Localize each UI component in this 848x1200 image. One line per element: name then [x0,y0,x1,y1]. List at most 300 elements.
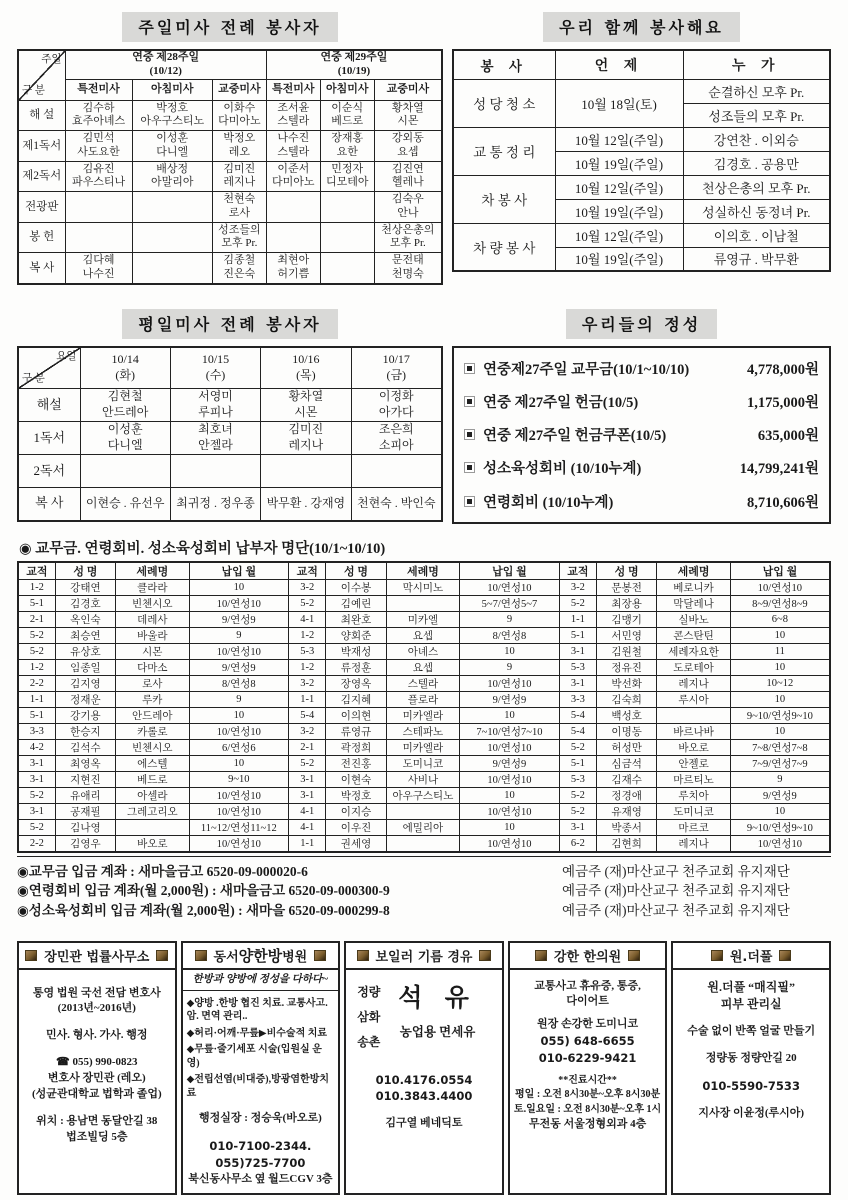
volunteer-name: 배상정 [156,162,189,175]
district-cell: 2-2 [18,836,55,853]
row-label: 전광판 [18,192,65,223]
district-cell: 5-3 [559,772,596,788]
month-cell: 10/연성10 [189,724,289,740]
baptismal-cell: 바울라 [116,628,189,644]
ad-oil-brands [357,981,380,1052]
brick-icon [535,950,547,961]
offering-label: 성소육성회비 (10/10누계) [483,461,642,478]
day-date: 10/17 [382,352,410,367]
volunteer-cell [320,253,374,284]
district-cell: 3-1 [559,676,596,692]
ad-phone: 055) 648-6655 [540,1034,635,1049]
volunteer-name: 조서윤 [277,101,310,114]
ad-text: 피부 관리실 [720,996,782,1011]
ad-text: 수술 없이 반쪽 얼굴 만들기 [687,1025,816,1038]
name-header: 성 명 [596,562,656,580]
district-cell: 3-2 [289,580,326,596]
ad-text: 원.더풀 “매직필” [707,979,795,994]
ad-clinic-header [510,943,666,970]
month-cell: 9/연성9 [730,788,830,804]
duty-assignee: 성실하신 동정녀 Pr. [683,199,830,223]
district-cell: 3-1 [289,788,326,804]
volunteer-name: 다니엘 [107,438,143,452]
district-cell: 5-1 [559,756,596,772]
volunteer-name: 레지나 [223,176,256,189]
volunteer-name: 문전태 [391,254,424,266]
name-cell: 이우진 [326,820,386,836]
baptismal-cell: 도로테아 [657,660,730,676]
volunteer-cell [132,192,212,223]
mass-type-header: 특전미사 [266,79,320,100]
volunteer-name: 김미진 [288,422,324,437]
baptismal-cell: 막달레나 [657,596,730,612]
offering-label: 연중제27주일 교무금(10/1~10/10) [483,361,690,378]
baptismal-cell: 로사 [116,676,189,692]
name-cell: 이지승 [326,804,386,820]
payer-row [18,644,830,660]
district-cell: 3-1 [559,820,596,836]
sunday-mass-title: 주일미사 전례 봉사자 [122,12,337,42]
district-cell: 4-1 [289,804,326,820]
baptismal-cell: 콘스탄틴 [657,628,730,644]
name-cell: 박정호 [326,788,386,804]
ad-service-item: ◆허리·어깨·무릎▶비수술적 치료 [186,1027,328,1039]
baptismal-cell: 그레고리오 [116,804,189,820]
volunteer-name: 사도요한 [77,145,120,158]
volunteer-name: 박정오 [223,132,256,144]
district-cell: 5-2 [559,596,596,612]
duty-name: 성 당 청 소 [453,79,555,127]
payer-row [18,612,830,628]
month-cell: 10 [189,756,289,772]
ad-hours: 토.일요일 : 오전 8시30분~오후 1시 [513,1103,662,1115]
offering-amount: 14,799,241원 [739,461,819,478]
month-cell: 10 [730,724,830,740]
ad-clinic [508,941,668,1196]
table-row [453,223,830,247]
baptismal-cell: 바르나바 [657,724,730,740]
district-cell: 5-4 [559,724,596,740]
baptismal-cell: 레지나 [657,836,730,853]
ad-text: 민사. 형사. 가사. 행정 [46,1029,148,1042]
district-cell: 3-3 [559,692,596,708]
volunteer-name: 이현승 . 유선우 [85,495,165,510]
serve-together-section [452,12,831,285]
row-label: 복 사 [18,488,80,521]
volunteer-cell [374,192,442,223]
month-cell: 10/연성10 [460,836,560,853]
volunteer-cell [351,488,442,521]
duty-header: 봉 사 [453,50,555,79]
volunteer-cell [351,455,442,488]
duty-date: 10월 19일(주일) [555,247,683,271]
volunteer-cell [80,455,170,488]
table-row [18,389,442,422]
ad-skincare-title: 원.더풀 [729,949,773,965]
ad-phone: 010-6229-9421 [538,1050,637,1065]
ad-text: 다이어트 [566,995,609,1008]
day-name: (화) [115,367,135,382]
who-header: 누 가 [683,50,830,79]
week-date: (10/12) [149,64,182,77]
month-cell: 7~8/연성7~8 [730,740,830,756]
offering-item [462,457,819,478]
ad-person: 원장 손강한 도미니코 [537,1018,639,1031]
district-cell: 4-1 [289,820,326,836]
volunteer-name: 이준서 [277,162,310,175]
duty-name: 차 량 봉 사 [453,223,555,271]
baptismal-cell: 미카엘 [386,612,459,628]
ad-oil-main [380,981,494,1052]
baptismal-header: 세례명 [657,562,730,580]
payer-row [18,708,830,724]
volunteer-cell [212,222,266,253]
volunteer-name: 시몬 [397,115,419,128]
district-cell: 3-2 [559,580,596,596]
district-cell: 3-2 [289,724,326,740]
volunteer-cell [212,131,266,162]
volunteer-name: 김종철 [223,254,256,266]
name-cell: 김지영 [55,676,115,692]
name-cell: 문봉전 [596,580,656,596]
name-cell: 김예린 [326,596,386,612]
volunteer-name: 헬레나 [391,176,424,189]
ad-text: 통영 법원 국선 전담 변호사 [32,986,161,999]
volunteer-cell [65,192,132,223]
row-label: 해설 [18,389,80,422]
volunteer-cell [351,422,442,455]
ad-brand: 삼화 [357,1009,381,1024]
name-cell: 유애리 [55,788,115,804]
month-header: 납입 월 [730,562,830,580]
month-cell: 10 [460,788,560,804]
name-cell: 공재필 [55,804,115,820]
duty-date: 10월 19일(주일) [555,151,683,175]
month-cell: 10/연성10 [460,676,560,692]
volunteer-name: 안드레아 [101,405,149,419]
ad-service-item: ◆무릎·줄기세포 시술(입원실 운영) [186,1044,322,1069]
offering-item [462,391,819,412]
volunteer-name: 나수진 [277,132,310,144]
volunteer-cell [261,455,351,488]
row-label: 1독서 [18,422,80,455]
ad-brand: 송촌 [357,1035,381,1050]
district-cell: 1-2 [289,660,326,676]
month-header: 납입 월 [189,562,289,580]
name-cell: 최완호 [326,612,386,628]
baptismal-cell [386,836,459,853]
month-cell: 9~10/연성9~10 [730,820,830,836]
district-cell: 1-1 [289,836,326,853]
day-header [261,347,351,389]
volunteer-name: 베드로 [331,115,364,128]
duty-name: 차 봉 사 [453,175,555,223]
week-name: 연중 제28주일 [132,51,200,63]
name-cell: 이현숙 [326,772,386,788]
row-label: 봉 헌 [18,222,65,253]
volunteer-name: 로사 [228,206,250,219]
volunteer-name: 요한 [336,145,358,158]
volunteer-name: 아가다 [378,405,414,419]
volunteer-name: 박무환 . 강재영 [266,495,346,510]
name-cell: 이의현 [326,708,386,724]
name-cell: 김재수 [596,772,656,788]
duty-date: 10월 12일(주일) [555,127,683,151]
offering-item [462,424,819,445]
volunteer-cell [65,222,132,253]
month-cell: 10~12 [730,676,830,692]
volunteer-name: 김다혜 [82,254,115,266]
table-row [18,222,442,253]
corner-top-label: 주일 [41,54,62,65]
volunteer-cell [65,131,132,162]
day-name: (목) [296,367,316,382]
volunteer-name: 다니엘 [156,145,189,158]
district-cell: 4-2 [18,740,55,756]
name-cell: 허성만 [596,740,656,756]
account-line [17,880,831,900]
ad-phone: 010.4176.0554 [375,1072,473,1087]
district-cell: 3-1 [18,804,55,820]
baptismal-cell: 실바노 [657,612,730,628]
month-cell: 8~9/연성8~9 [730,596,830,612]
district-cell: 5-3 [289,644,326,660]
offerings-section [452,309,831,524]
volunteer-cell [374,253,442,284]
baptismal-cell: 사비나 [386,772,459,788]
square-bullet-icon [464,496,475,507]
volunteer-name: 강외동 [391,132,424,144]
baptismal-cell: 미카엘라 [386,740,459,756]
name-cell: 김나영 [55,820,115,836]
month-cell: 7~9/연성7~9 [730,756,830,772]
baptismal-cell: 아우구스티노 [386,788,459,804]
volunteer-name: 스텔라 [277,115,310,128]
payer-row [18,660,830,676]
volunteer-cell [65,161,132,192]
volunteer-name: 아말리아 [150,176,194,189]
volunteer-name: 박정호 [156,101,189,114]
table-row [18,131,442,162]
volunteer-name: 김수하 [82,101,115,114]
brick-icon [711,950,723,961]
table-row [18,488,442,521]
payer-row [18,676,830,692]
name-cell: 김영우 [55,836,115,853]
district-cell: 6-2 [559,836,596,853]
mass-type-header: 아침미사 [132,79,212,100]
ad-person: 김구열 베네딕토 [385,1117,463,1130]
baptismal-cell: 베드로 [116,772,189,788]
volunteer-cell [320,222,374,253]
ad-hospital [181,941,341,1196]
volunteer-name: 효주아녜스 [71,115,126,128]
district-cell: 4-1 [289,612,326,628]
square-bullet-icon [464,462,475,473]
district-cell: 5-2 [18,820,55,836]
payer-row [18,596,830,612]
volunteer-name: 이순식 [331,101,364,114]
district-cell: 1-1 [289,692,326,708]
volunteer-name: 장재홍 [331,132,364,144]
offering-item [462,491,819,512]
month-cell: 10/연성10 [730,580,830,596]
district-cell: 3-1 [559,644,596,660]
district-cell: 2-2 [18,676,55,692]
district-cell: 5-2 [18,628,55,644]
name-cell: 김경호 [55,596,115,612]
volunteer-name: 이정화 [378,389,414,404]
baptismal-header: 세례명 [386,562,459,580]
ad-text: 교통사고 휴유증, 통증, [534,979,641,992]
week-header [266,50,442,79]
ad-law-office [17,941,177,1196]
payers-title: ◉ 교무금. 연령회비. 성소육성회비 납부자 명단(10/1~10/10) [19,540,386,557]
name-cell: 박선화 [596,676,656,692]
baptismal-cell: 카롤로 [116,724,189,740]
volunteer-cell [374,161,442,192]
ad-oil-body [346,970,502,1138]
row-label: 2독서 [18,455,80,488]
name-cell: 장영옥 [326,676,386,692]
mass-type-header: 특전미사 [65,79,132,100]
payer-row [18,820,830,836]
baptismal-cell: 세례자요한 [657,644,730,660]
volunteer-cell [320,100,374,131]
month-cell: 6/연성6 [189,740,289,756]
volunteer-name: 이화수 [223,101,256,114]
brick-icon [779,950,791,961]
volunteer-name: 김현철 [107,389,143,404]
month-cell: 9~10 [189,772,289,788]
baptismal-cell: 요셉 [386,628,459,644]
ad-oil [344,941,504,1196]
volunteer-name: 디모테아 [325,176,369,189]
table-row [18,100,442,131]
account-number: ◉교무금 입금 계좌 : 새마을금고 6520-09-000020-6 [17,863,308,879]
district-cell: 5-3 [559,660,596,676]
name-cell: 양회준 [326,628,386,644]
volunteer-cell [212,253,266,284]
brick-icon [357,950,369,961]
name-cell: 김지혜 [326,692,386,708]
corner-cell [18,50,65,100]
ad-person: 지사장 이윤정(루시아) [698,1106,805,1119]
month-cell: 10 [460,644,560,660]
volunteer-name: 진은숙 [223,267,256,280]
baptismal-cell: 클라라 [116,580,189,596]
month-cell: 9/연성9 [189,660,289,676]
name-cell: 최장용 [596,596,656,612]
baptismal-cell [116,820,189,836]
name-cell: 김맹기 [596,612,656,628]
name-cell: 류영규 [326,724,386,740]
name-cell: 심금석 [596,756,656,772]
ad-skincare-body [673,970,829,1128]
offering-amount: 4,778,000원 [746,361,819,378]
name-cell: 김석수 [55,740,115,756]
month-cell: 9/연성9 [460,692,560,708]
name-header: 성 명 [326,562,386,580]
volunteer-name: 최귀정 . 정우종 [176,495,255,510]
name-cell: 김현희 [596,836,656,853]
district-cell: 3-1 [18,772,55,788]
volunteer-name: 레지나 [288,438,324,452]
name-cell: 지현진 [55,772,115,788]
serve-together-title: 우리 함께 봉사해요 [543,12,740,42]
name-cell: 이명동 [596,724,656,740]
volunteer-cell [266,100,320,131]
district-cell: 5-2 [18,788,55,804]
week-date: (10/19) [337,64,371,77]
duty-date: 10월 12일(주일) [555,223,683,247]
ad-text: (2013년~2016년) [57,1002,136,1015]
offering-item [462,358,819,379]
baptismal-cell: 빈첸시오 [116,740,189,756]
ad-services [186,997,336,1101]
duty-assignee: 천상은총의 모후 Pr. [683,175,830,199]
district-header: 교적 [289,562,326,580]
volunteer-name: 이성훈 [156,132,189,144]
duty-date: 10월 18일(토) [555,79,683,127]
name-cell: 임종일 [55,660,115,676]
offerings-title: 우리들의 정성 [566,309,717,339]
table-row [453,79,830,103]
month-cell: 7~10/연성7~10 [460,724,560,740]
corner-top-label: 요일 [56,350,77,362]
duty-assignee: 류영규 . 박무환 [683,247,830,271]
volunteer-name: 안나 [397,206,419,219]
volunteer-cell [261,389,351,422]
offering-amount: 1,175,000원 [746,394,819,411]
volunteer-name: 파우스티나 [71,176,126,189]
volunteer-cell [266,222,320,253]
ad-law-header [19,943,175,970]
district-cell: 5-2 [559,804,596,820]
volunteer-cell [170,455,260,488]
week-name: 연중 제29주일 [320,51,388,63]
day-header [351,347,442,389]
payer-row [18,804,830,820]
month-cell: 10/연성10 [189,596,289,612]
volunteer-name: 김민석 [82,132,115,144]
volunteer-name: 김숙우 [391,193,424,205]
volunteer-name: 김유진 [82,162,115,175]
volunteer-name: 루피나 [198,405,233,419]
ad-oil-title: 보일러 기름 경유 [375,949,473,965]
duty-assignee: 강연찬 . 이외승 [683,127,830,151]
volunteer-cell [65,100,132,131]
name-cell: 김원철 [596,644,656,660]
payer-row [18,788,830,804]
volunteer-name: 스텔라 [277,145,310,158]
volunteer-cell [170,488,260,521]
sunday-mass-section [17,12,443,285]
district-cell: 5-2 [289,596,326,612]
month-cell: 10/연성10 [460,772,560,788]
baptismal-cell: 에밀리아 [386,820,459,836]
baptismal-cell: 스테파노 [386,724,459,740]
volunteer-name: 아우구스티노 [140,115,205,128]
ad-brand: 정량 [357,984,381,999]
day-header [170,347,260,389]
row-label: 제2독서 [18,161,65,192]
volunteer-cell [132,253,212,284]
volunteer-name: 모후 Pr. [221,237,258,250]
month-cell: 10 [730,692,830,708]
volunteer-name: 안젤라 [198,438,233,452]
brick-icon [25,950,37,961]
